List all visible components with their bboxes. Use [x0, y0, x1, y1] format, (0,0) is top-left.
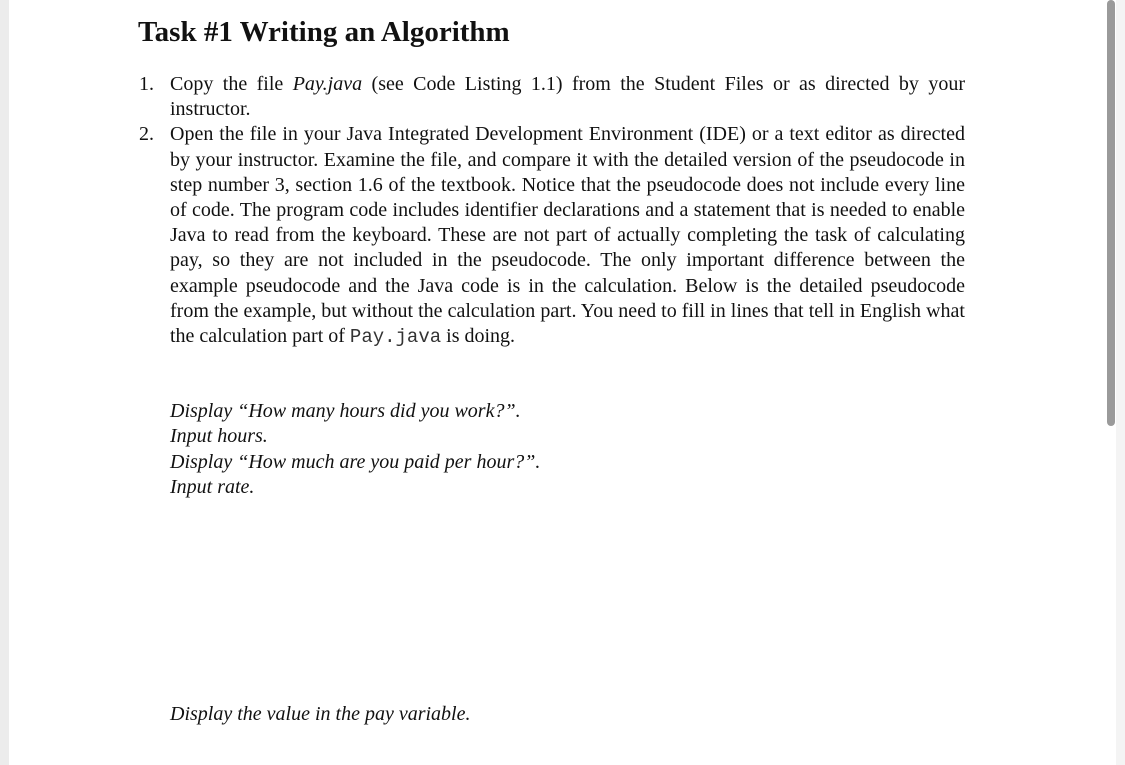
- scrollbar-track[interactable]: [1116, 0, 1125, 765]
- step-text: Open the file in your Java Integrated Development Environment (IDE) or a text editor as directed by your instructor. Examine the file, and compare it with the detailed version of the pseudocode in step number 3, section 1.6 of the textbook. Notice that the pseudocode does not include every line of code. The program code includes identifier declarations and a statement that is needed to enable Java to read from the keyboard. These are not part of actually completing the task of calculating pay, so they are not included in the pseudocode. The only important difference between the example pseudocode and the Java code is in the calculation. Below is the detailed pseudocode from the example, but without the calculation part. You need to fill in lines that tell in English what the calculation part of: [170, 123, 965, 348]
- list-item: [139, 72, 965, 122]
- pseudocode-final-line: Display the value in the pay variable.: [170, 703, 471, 725]
- step-text: (see Code Listing 1.1) from the Student Files or as directed by your instructor.: [170, 73, 965, 121]
- code-file-name: Pay.java: [349, 326, 442, 349]
- list-item: [139, 122, 965, 350]
- step-text: Copy the file: [170, 73, 293, 95]
- step-list: [139, 72, 965, 350]
- pseudocode-line: Input rate.: [170, 475, 255, 498]
- file-name: Pay.java: [292, 73, 363, 95]
- step-number: 1.: [139, 73, 154, 95]
- pseudocode-line: Display “How many hours did you work?”.: [170, 400, 521, 422]
- pseudocode-block: [170, 399, 540, 500]
- step-number: 2.: [139, 123, 154, 146]
- document-page: [9, 0, 1116, 765]
- pseudocode-line: Display “How much are you paid per hour?”.: [170, 450, 541, 473]
- scrollbar-thumb[interactable]: [1107, 0, 1115, 426]
- pseudocode-line: Input hours.: [170, 425, 268, 448]
- page-title: Task #1 Writing an Algorithm: [138, 16, 510, 48]
- step-text: is doing.: [441, 325, 516, 348]
